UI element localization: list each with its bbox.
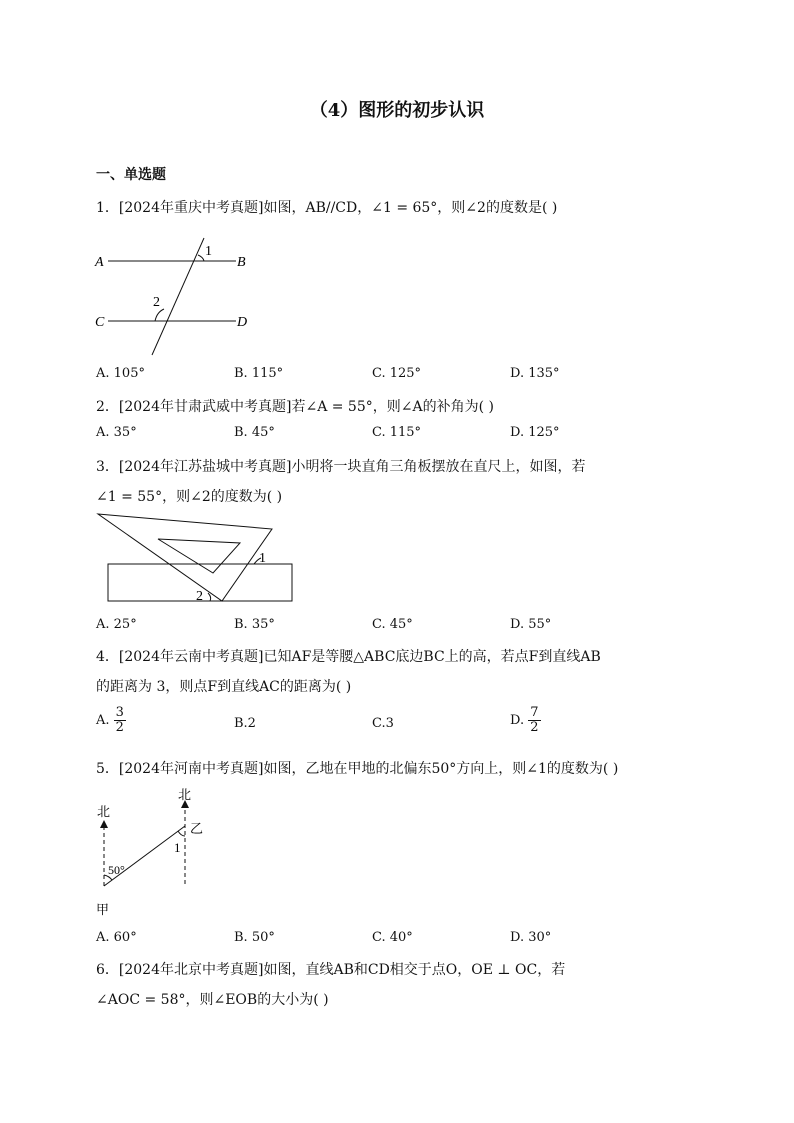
label-c: C [95,315,105,330]
label-north-right: 北 [178,787,192,802]
q4-stem-line1: 4．[2024年云南中考真题]已知AF是等腰△ABC底边BC上的高，若点F到直线AB [96,649,601,665]
label-1: 1 [205,244,212,259]
section-heading: 一、单选题 [96,167,166,183]
q3-figure [96,512,296,604]
label-b: B [237,255,246,270]
q5-figure [92,786,222,922]
q2-option-d: D. 125° [510,425,560,440]
angle-1-arc [178,831,185,836]
q2-option-a: A. 35° [96,425,137,440]
label-50-degrees: 50° [108,863,125,877]
angle-2-arc [155,309,164,321]
q3-option-a: A. 25° [96,617,137,632]
angle-1-arc [198,255,204,261]
q1-figure [92,236,262,360]
q2-stem: 2．[2024年甘肃武威中考真题]若∠A = 55°，则∠A的补角为( ) [96,399,494,415]
q1-option-c: C. 125° [372,366,422,381]
q4-option-a-fraction: $\frac{3}{2}$ [115,705,124,735]
label-2: 2 [153,295,160,310]
label-north-left: 北 [97,804,111,819]
q1-option-d: D. 135° [510,366,560,381]
segment-jia-yi [104,826,185,886]
q1-stem: 1．[2024年重庆中考真题]如图，AB//CD，∠1 = 65°，则∠2的度数是( ) [96,200,558,216]
label-1: 1 [174,840,181,855]
q4-option-a [96,706,126,735]
q2-option-c: C. 115° [372,425,422,440]
q6-stem-line2: ∠AOC = 58°，则∠EOB的大小为( ) [96,992,329,1008]
q4-option-b: B.2 [234,716,256,731]
label-d: D [237,315,248,330]
q5-option-b: B. 50° [234,930,275,945]
q2-option-b: B. 45° [234,425,275,440]
q4-option-a-letter: A. [96,713,110,728]
label-yi: 乙 [190,821,204,836]
q3-stem-line2: ∠1 = 55°，则∠2的度数为( ) [96,489,283,505]
q5-option-a: A. 60° [96,930,137,945]
label-a: A [95,255,104,270]
q5-option-d: D. 30° [510,930,552,945]
q4-option-d [510,706,541,735]
q5-stem: 5．[2024年河南中考真题]如图，乙地在甲地的北偏东50°方向上，则∠1的度数为( ) [96,761,619,777]
q1-option-a: A. 105° [96,366,145,381]
q3-option-b: B. 35° [234,617,275,632]
q4-option-c: C.3 [372,716,394,731]
q1-option-b: B. 115° [234,366,284,381]
q3-option-c: C. 45° [372,617,413,632]
page-title: （4）图形的初步认识 [309,100,485,121]
label-1: 1 [259,551,266,566]
q5-option-c: C. 40° [372,930,413,945]
q6-stem-line1: 6．[2024年北京中考真题]如图，直线AB和CD相交于点O，OE ⊥ OC，若 [96,962,566,978]
q4-option-d-fraction: $\frac{7}{2}$ [530,705,539,735]
q4-option-d-letter: D. [510,713,525,728]
label-jia: 甲 [96,902,110,917]
q3-option-d: D. 55° [510,617,552,632]
label-2: 2 [196,589,203,604]
q4-stem-line2: 的距离为 3，则点F到直线AC的距离为( ) [96,679,352,695]
q3-stem-line1: 3．[2024年江苏盐城中考真题]小明将一块直角三角板摆放在直尺上，如图，若 [96,459,586,475]
